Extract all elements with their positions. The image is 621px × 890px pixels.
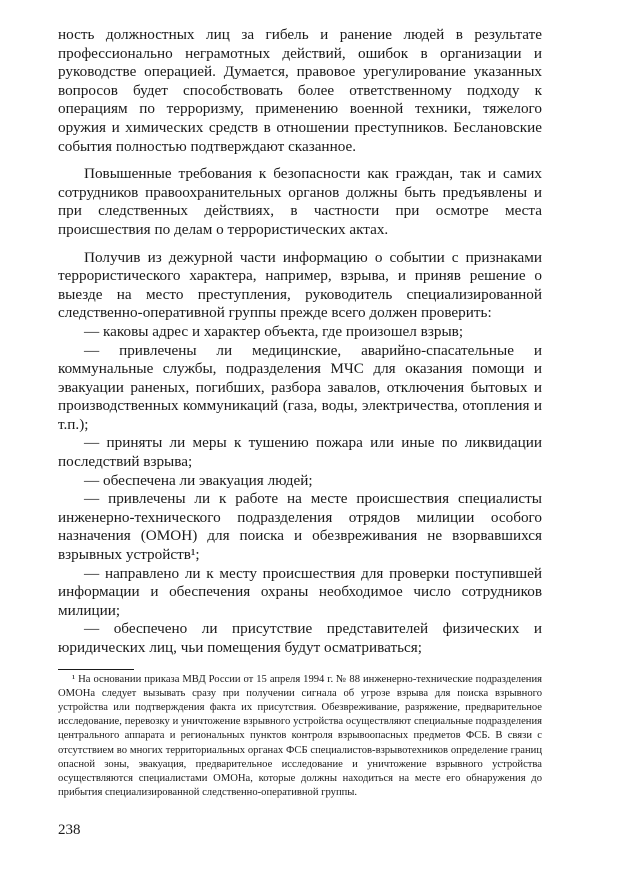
- page-number: 238: [58, 822, 81, 838]
- body-text: [58, 26, 542, 658]
- checklist-item: — направлено ли к месту происшествия для проверки поступившей информации и обеспечения охраны необходимое число сотрудников милиции;: [58, 564, 542, 619]
- checklist-item: — обеспечено ли присутствие представителей физических и юридических лиц, чьи помещения будут осматриваться;: [58, 620, 542, 656]
- paragraph-continuation: ность должностных лиц за гибель и ранение людей в результате профессионально неграмотных действий, ошибок в организации и руководстве операцией. Думается, правовое урегулирование указанных вопросов будет способствовать более ответственному подходу к операциям по терроризму, применению военной техники, тяжелого оружия и химических средств в отношении преступников. Беслановские события полностью подтверждают сказанное.: [58, 26, 542, 155]
- checklist-item: — привлечены ли медицинские, аварийно-спасательные и коммунальные службы, подразделения МЧС для оказания помощи и эвакуации раненых, погибших, разбора завалов, отключения бытовых и производственных коммуникаций (газа, воды, электричества, отопления и т.п.);: [58, 341, 542, 433]
- paragraph-checklist-intro: Получив из дежурной части информацию о событии с признаками террористического характера, например, взрыва, и приняв решение о выезде на место преступления, руководитель специализированной следственно-оперативной группы прежде всего должен проверить:: [58, 248, 542, 322]
- checklist-item: — приняты ли меры к тушению пожара или иные по ликвидации последствий взрыва;: [58, 434, 542, 471]
- checklist-item: — обеспечена ли эвакуация людей;: [84, 471, 313, 489]
- checklist-item: — каковы адрес и характер объекта, где произошел взрыв;: [84, 322, 464, 340]
- footnote: ¹ На основании приказа МВД России от 15 апреля 1994 г. № 88 инженерно-технические подразделения ОМОНа следует вызывать сразу при получении сигнала об угрозе взрыва для поиска взрывного устройства или подтверждения факта их присутствия. Обезвреживание, разряжение, предварительное исследование, перевозку и уничтожение взрывного устройства осуществляют специальные подразделения центрального аппарата и региональных пунктов контроля взрывоопасных предметов ФСБ. В связи с отсутствием во многих территориальных органах ФСБ специалистов-взрывотехников определение границ опасной зоны, эвакуация, предварительное исследование и уничтожение взрывного устройства осуществляются специалистами ОМОНа, которые должны находиться на месте его обнаружения до прибытия специализированной следственно-оперативной группы.: [58, 673, 542, 799]
- checklist-item: — привлечены ли к работе на месте происшествия специалисты инженерно-технического подразделения отрядов милиции особого назначения (ОМОН) для поиска и обезвреживания не взорвавшихся взрывных устройств¹;: [58, 490, 542, 564]
- book-page: [58, 26, 542, 800]
- paragraph-safety-requirements: Повышенные требования к безопасности как граждан, так и самих сотрудников правоохранительных органов должны быть предъявлены и при следственных действиях, в частности при осмотре места происшествия по делам о террористических актах.: [58, 165, 542, 238]
- footnote-divider: [58, 669, 134, 670]
